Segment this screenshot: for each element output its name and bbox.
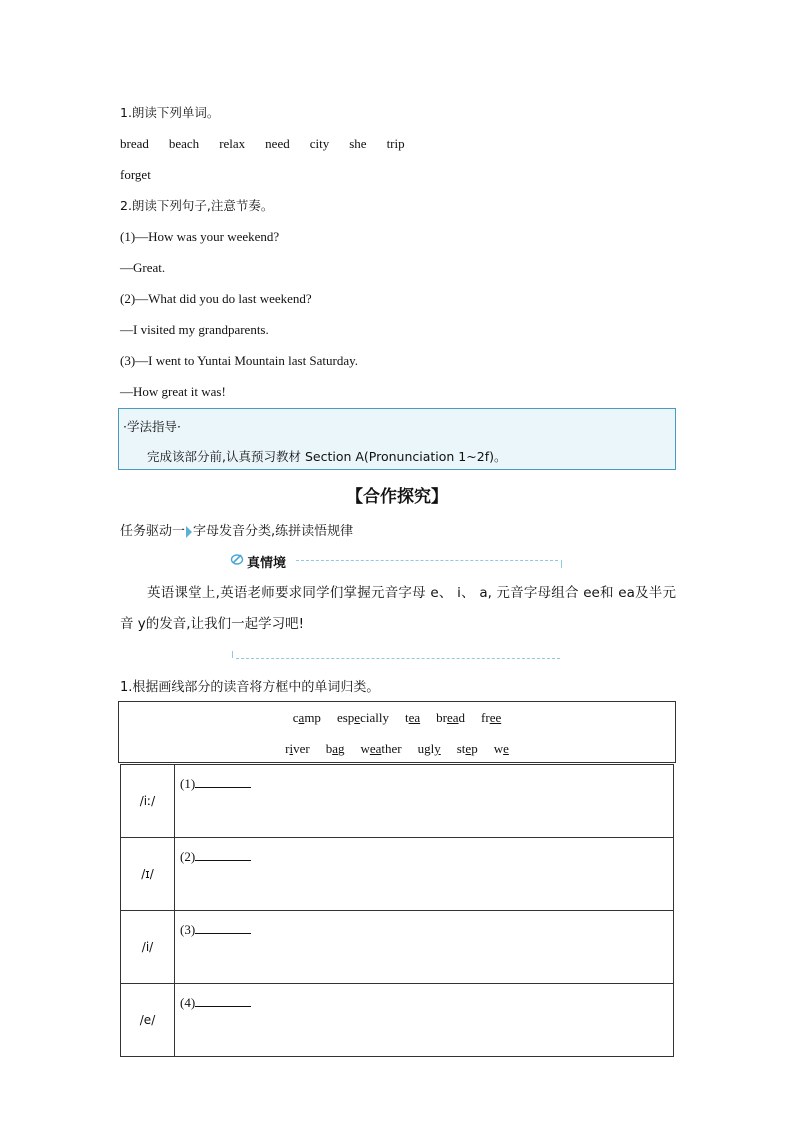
word-bank-item: bag (325, 741, 345, 756)
answer-number: (3) (180, 922, 196, 937)
study-tip-text: 完成该部分前,认真预习教材 Section A(Pronunciation 1~2f)。 (147, 449, 507, 464)
sound-cell: /ɪ/ (121, 838, 175, 911)
answer-number: (1) (180, 776, 196, 791)
exercise-title: 1.根据画线部分的读音将方框中的单词归类。 (120, 680, 380, 695)
task-line (120, 520, 353, 539)
sentence-1: (1)—How was your weekend? (120, 229, 280, 244)
sound-cell: /e/ (121, 984, 175, 1057)
scene-text: 英语课堂上,英语老师要求同学们掌握元音字母 e、 i、 a, 元音字母组合 ee和 ea及半元音 y的发音,让我们一起学习吧! (120, 585, 676, 632)
answer-cell[interactable] (175, 838, 674, 911)
word-bank-item: ugly (417, 741, 441, 756)
word-list-line1 (120, 135, 425, 153)
word-item: she (349, 136, 367, 151)
word-bank-item: bread (436, 710, 466, 725)
word-item: trip (386, 136, 405, 151)
table-row (121, 838, 674, 911)
divider-top (296, 560, 558, 561)
word-item: bread (120, 136, 149, 151)
answer-cell[interactable] (175, 765, 674, 838)
word-item: beach (168, 136, 200, 151)
word-bank-box (118, 701, 676, 763)
answer-blank[interactable] (195, 994, 251, 1007)
answer-cell[interactable] (175, 911, 674, 984)
sound-sorting-table (120, 764, 674, 1057)
word-item: relax (219, 136, 246, 151)
divider-bottom (236, 658, 560, 659)
task-prefix: 任务驱动一 (120, 524, 186, 539)
sound-cell: /iː/ (121, 765, 175, 838)
word-item: need (265, 136, 290, 151)
arrow-icon (186, 526, 192, 538)
pencil-icon (230, 552, 244, 566)
word-bank-item: free (481, 710, 502, 725)
study-tip-title: ·学法指导· (123, 419, 181, 434)
word-bank-row2 (119, 741, 675, 757)
word-bank-item: especially (336, 710, 389, 725)
table-row (121, 984, 674, 1057)
sentence-3: (2)—What did you do last weekend? (120, 291, 312, 306)
word-bank-row1 (119, 710, 675, 726)
sentence-5: (3)—I went to Yuntai Mountain last Saturday. (120, 353, 359, 368)
sentence-2: —Great. (120, 260, 166, 275)
divider-bottom-start (232, 651, 239, 658)
answer-blank[interactable] (195, 775, 251, 788)
word-item: city (309, 136, 330, 151)
answer-cell[interactable] (175, 984, 674, 1057)
sentence-4: —I visited my grandparents. (120, 322, 269, 337)
divider-top-end (555, 560, 562, 568)
word-list-line2: forget (120, 167, 151, 182)
scene-label: 真情境 (247, 556, 287, 571)
answer-blank[interactable] (195, 848, 251, 861)
word-bank-item: we (493, 741, 509, 756)
task-title: 字母发音分类,练拼读悟规律 (193, 524, 354, 539)
word-bank-item: weather (360, 741, 402, 756)
sound-cell: /i/ (121, 911, 175, 984)
section-heading: 【合作探究】 (346, 487, 448, 507)
reading-q1-title: 1.朗读下列单词。 (120, 105, 220, 120)
answer-number: (2) (180, 849, 196, 864)
word-bank-item: tea (404, 710, 421, 725)
word-bank-item: step (456, 741, 478, 756)
study-tip-box (118, 408, 676, 470)
table-row (121, 765, 674, 838)
sentence-6: —How great it was! (120, 384, 226, 399)
answer-number: (4) (180, 995, 196, 1010)
word-bank-item: camp (292, 710, 321, 725)
word-bank-item: river (285, 741, 310, 756)
reading-q2-title: 2.朗读下列句子,注意节奏。 (120, 198, 274, 213)
table-row (121, 911, 674, 984)
answer-blank[interactable] (195, 921, 251, 934)
